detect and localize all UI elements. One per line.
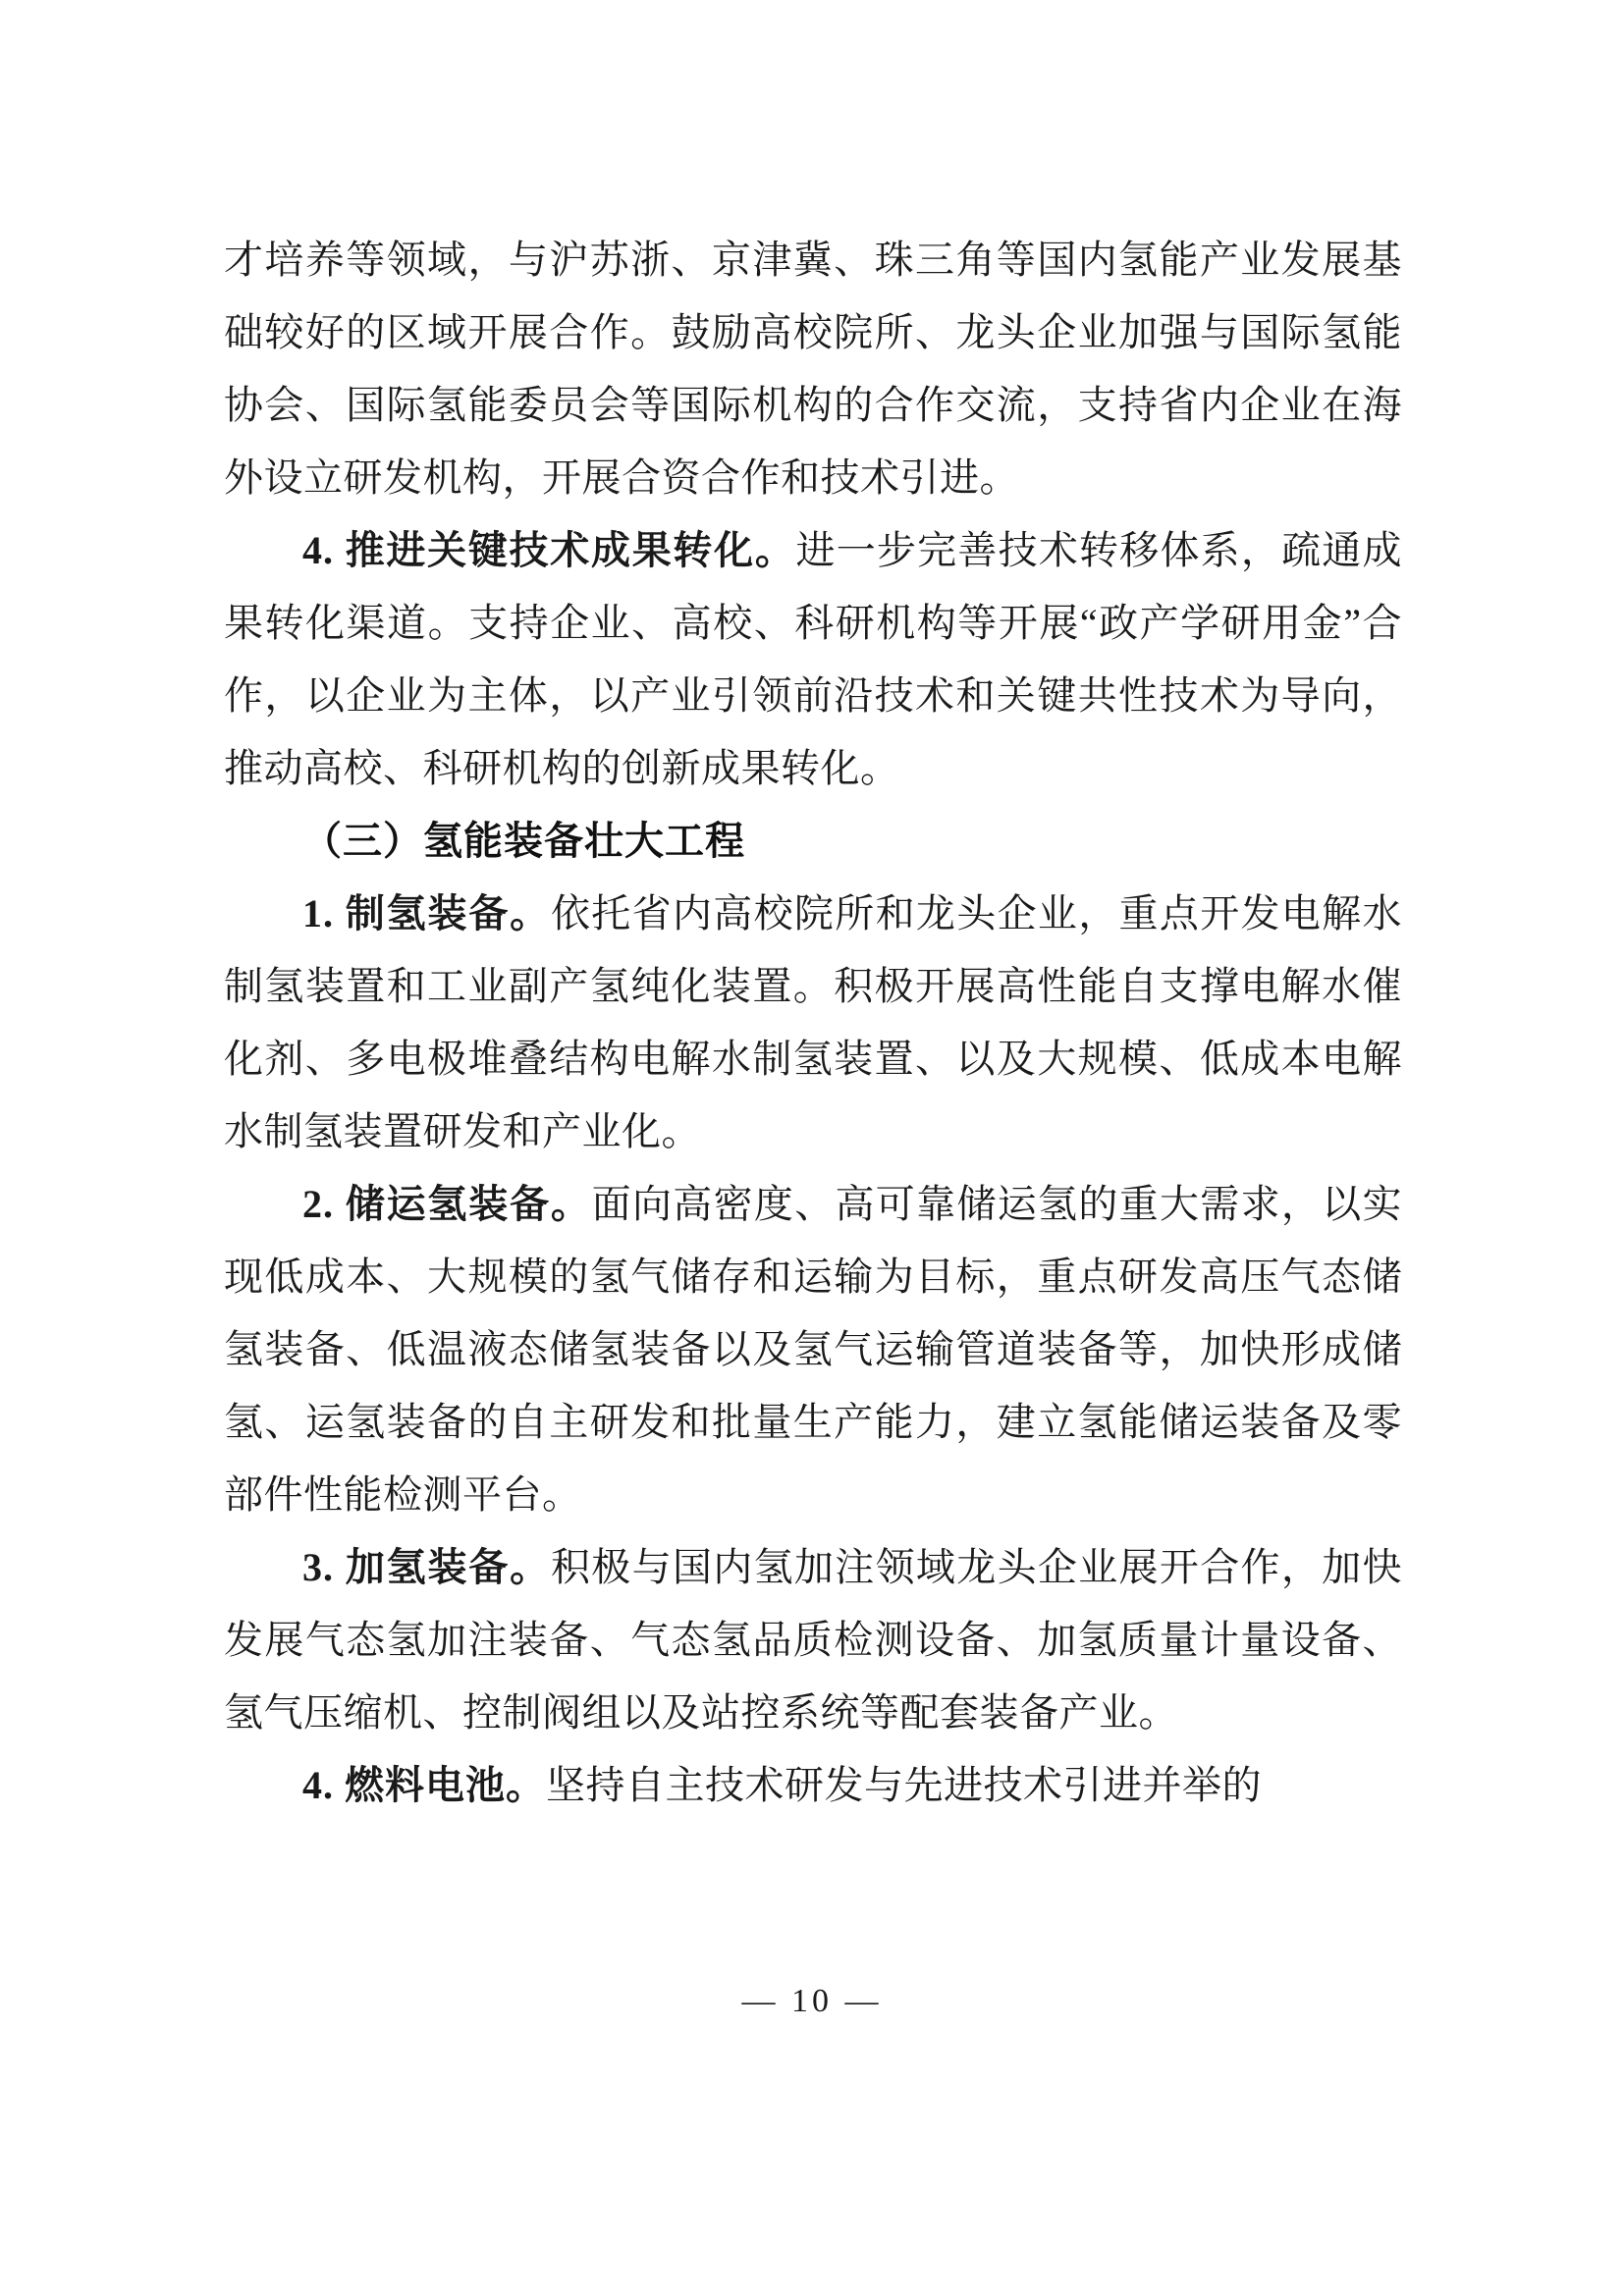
paragraph-text: 积极与国内氢加注领域龙头企业展开合作，加快发展气态氢加注装备、气态氢品质检测设备、加氢质量计量设备、氢气压缩机、控制阀组以及站控系统等配套装备产业。 [224, 1545, 1403, 1735]
paragraph [224, 878, 1402, 1168]
document-body [224, 224, 1402, 1822]
paragraph-text: 依托省内高校院所和龙头企业，重点开发电解水制氢装置和工业副产氢纯化装置。积极开展高性能自支撑电解水催化剂、多电极堆叠结构电解水制氢装置、以及大规模、低成本电解水制氢装置研发和产业化。 [224, 891, 1403, 1153]
paragraph-lead: 4. 推进关键技术成果转化。 [302, 528, 796, 572]
paragraph-text: 坚持自主技术研发与先进技术引进并举的 [546, 1763, 1262, 1807]
paragraph [224, 514, 1402, 805]
paragraph-lead: 3. 加氢装备。 [302, 1545, 551, 1589]
paragraph [224, 1168, 1402, 1531]
paragraph-lead: 2. 储运氢装备。 [302, 1182, 592, 1226]
paragraph-lead: 4. 燃料电池。 [302, 1763, 546, 1807]
paragraph-text: 进一步完善技术转移体系，疏通成果转化渠道。支持企业、高校、科研机构等开展“政产学研用金”合作，以企业为主体，以产业引领前沿技术和关键共性技术为导向，推动高校、科研机构的创新成果转化。 [224, 528, 1403, 790]
paragraph-lead: 1. 制氢装备。 [302, 891, 551, 935]
paragraph [224, 1749, 1402, 1822]
page-number: — 10 — [741, 1983, 883, 2019]
paragraph: 才培养等领域，与沪苏浙、京津冀、珠三角等国内氢能产业发展基础较好的区域开展合作。鼓励高校院所、龙头企业加强与国际氢能协会、国际氢能委员会等国际机构的合作交流，支持省内企业在海外设立研发机构，开展合资合作和技术引进。 [224, 238, 1402, 500]
paragraph-text: 面向高密度、高可靠储运氢的重大需求，以实现低成本、大规模的氢气储存和运输为目标，重点研发高压气态储氢装备、低温液态储氢装备以及氢气运输管道装备等，加快形成储氢、运氢装备的自主研发和批量生产能力，建立氢能储运装备及零部件性能检测平台。 [224, 1182, 1403, 1517]
paragraph [224, 1531, 1402, 1749]
section-heading: （三）氢能装备壮大工程 [302, 819, 745, 863]
